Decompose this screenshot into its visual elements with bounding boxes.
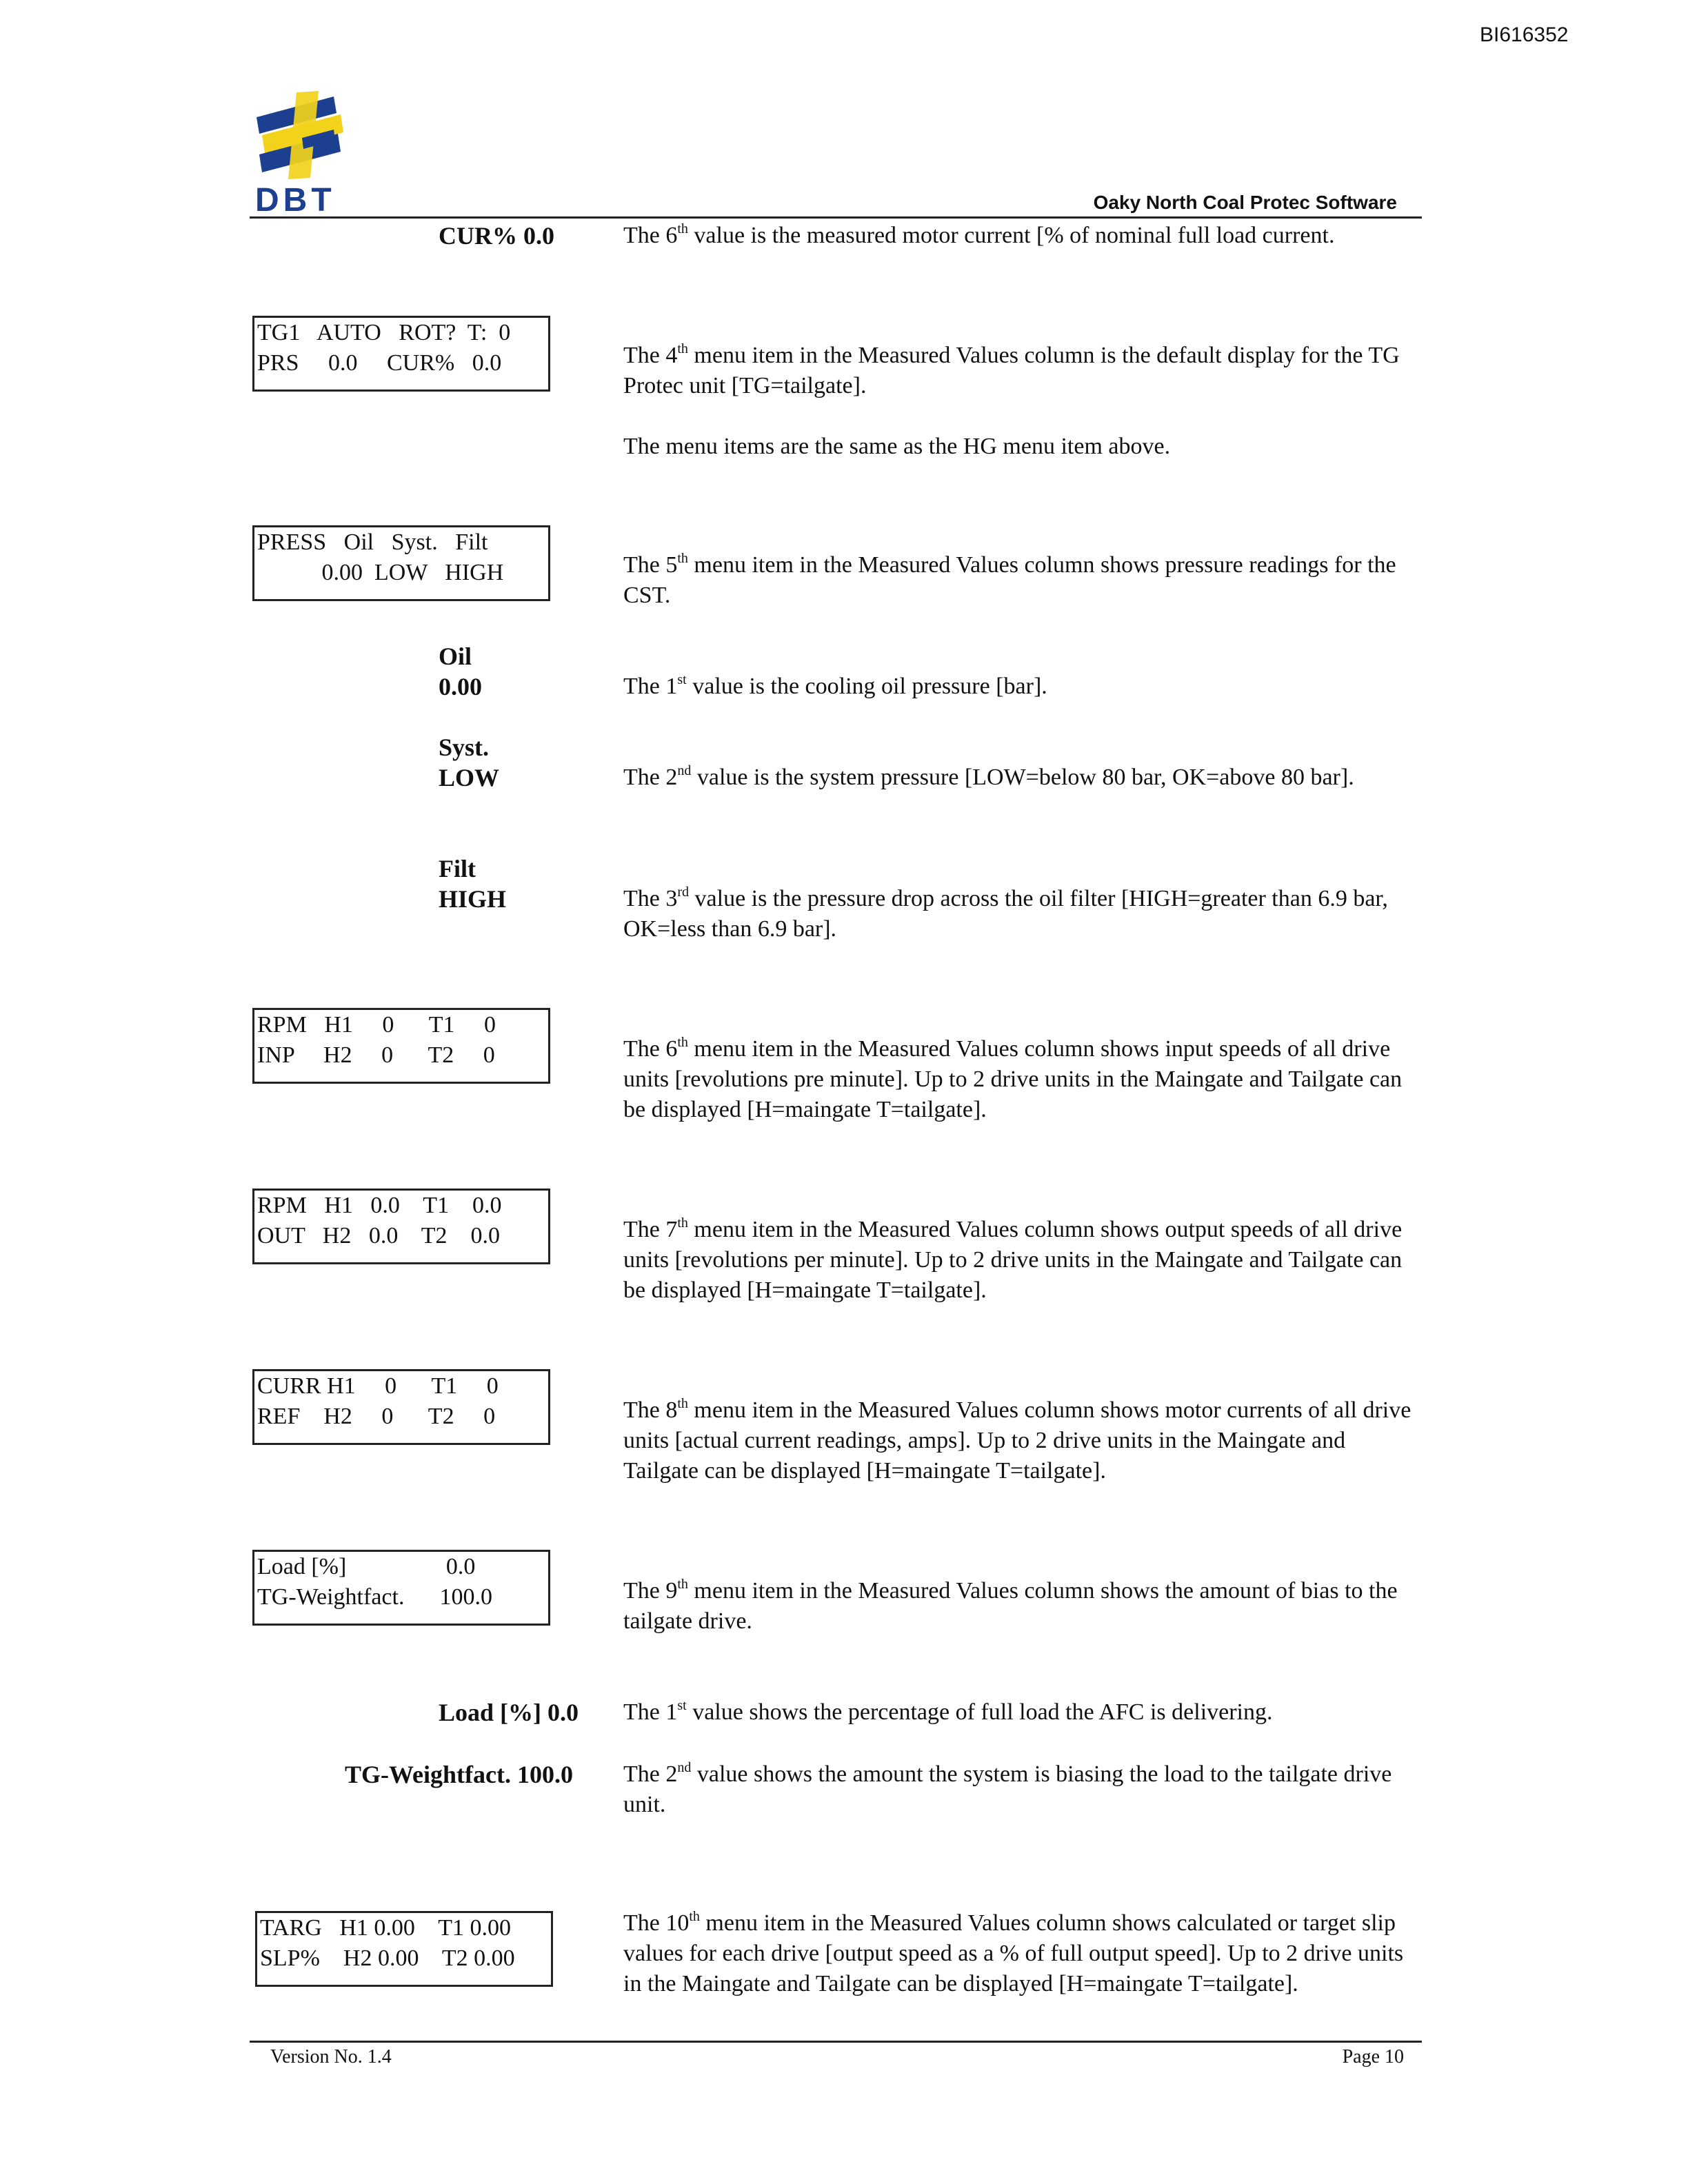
targ-slp-description: The 10th menu item in the Measured Values column shows calculated or target slip values for each drive [output speed as a % of full output speed]. Up to 2 drive units in the Maingate and Tailgate can be displayed [H=maingate T=tailgate]. (623, 1909, 1404, 1996)
lcd-line: RPM H1 0 T1 0 (257, 1012, 496, 1038)
syst-label: Syst. (439, 734, 490, 761)
tg-description-note: The menu items are the same as the HG menu item above. (623, 434, 1171, 459)
oil-label: Oil (439, 643, 472, 670)
rpm-out-lcd-display (252, 1189, 550, 1264)
syst-description: The 2nd value is the system pressure [LOW=below 80 bar, OK=above 80 bar]. (623, 763, 1354, 790)
load-pct-description: The 1st value shows the percentage of full load the AFC is delivering. (623, 1698, 1273, 1725)
footer-rule (250, 2041, 1422, 2043)
oil-value: 0.00 (439, 673, 482, 700)
load-pct-label: Load [%] 0.0 (439, 1699, 579, 1726)
lcd-line: REF H2 0 T2 0 (257, 1404, 496, 1429)
header-title: Oaky North Coal Protec Software (1093, 192, 1397, 213)
weightfact-description: The 2nd value shows the amount the system is biasing the load to the tailgate drive unit. (623, 1760, 1392, 1817)
load-lcd-display (252, 1550, 550, 1626)
rpm-inp-description: The 6th menu item in the Measured Values column shows input speeds of all drive units [revolutions pre minute]. Up to 2 drive units in the Maingate and Tailgate can be displayed [H=maingate T=tailgate]. (623, 1035, 1403, 1122)
weightfact-label: TG-Weightfact. 100.0 (345, 1761, 573, 1788)
lcd-line: INP H2 0 T2 0 (257, 1042, 495, 1068)
lcd-line: TG-Weightfact. 100.0 (257, 1584, 492, 1610)
lcd-line: RPM H1 0.0 T1 0.0 (257, 1193, 502, 1218)
lcd-line: CURR H1 0 T1 0 (257, 1373, 499, 1399)
footer-version: Version No. 1.4 (270, 2046, 392, 2067)
dbt-logo (252, 90, 349, 215)
cur-description: The 6th value is the measured motor current [% of nominal full load current. (623, 221, 1335, 248)
dbt-logo-icon (252, 90, 349, 215)
footer-page-number: Page 10 (1342, 2046, 1404, 2067)
curr-ref-lcd-display (252, 1369, 550, 1445)
filt-value: HIGH (439, 885, 507, 913)
rpm-out-description: The 7th menu item in the Measured Values column shows output speeds of all drive units [revolutions per minute]. Up to 2 drive units in the Maingate and Tailgate can be displayed [H=maingate T=tailgate]. (623, 1215, 1403, 1303)
filt-description: The 3rd value is the pressure drop across the oil filter [HIGH=greater than 6.9 bar, OK=less than 6.9 bar]. (623, 884, 1388, 942)
rpm-inp-lcd-display (252, 1008, 550, 1084)
oil-description: The 1st value is the cooling oil pressure [bar]. (623, 672, 1047, 699)
tg-description: The 4th menu item in the Measured Values column is the default display for the TG Protec unit [TG=tailgate]. (623, 341, 1400, 398)
press-description: The 5th menu item in the Measured Values column shows pressure readings for the CST. (623, 551, 1396, 608)
lcd-line: TG1 AUTO ROT? T: 0 (257, 320, 511, 345)
press-lcd-display (252, 525, 550, 601)
lcd-line: PRESS Oil Syst. Filt (257, 529, 488, 555)
curr-ref-description: The 8th menu item in the Measured Values column shows motor currents of all drive units [actual current readings, amps]. Up to 2 drive units in the Maingate and Tailgate can be displayed [H=maingate T=tailgate]. (623, 1396, 1411, 1484)
document-id: BI616352 (1480, 23, 1569, 46)
syst-value: LOW (439, 764, 500, 791)
targ-slp-lcd-display (255, 1911, 553, 1987)
lcd-line: OUT H2 0.0 T2 0.0 (257, 1223, 500, 1248)
load-description: The 9th menu item in the Measured Values column shows the amount of bias to the tailgate drive. (623, 1577, 1398, 1634)
lcd-line: SLP% H2 0.00 T2 0.00 (260, 1945, 515, 1971)
tg-lcd-display (252, 316, 550, 392)
lcd-line: Load [%] 0.0 (257, 1554, 476, 1579)
lcd-line: 0.00 LOW HIGH (257, 560, 504, 585)
lcd-line: TARG H1 0.00 T1 0.00 (260, 1915, 512, 1941)
cur-label: CUR% 0.0 (439, 222, 554, 250)
lcd-line: PRS 0.0 CUR% 0.0 (257, 350, 502, 376)
header-rule (250, 216, 1422, 219)
filt-label: Filt (439, 855, 476, 882)
logo-text: DBT (255, 182, 336, 215)
